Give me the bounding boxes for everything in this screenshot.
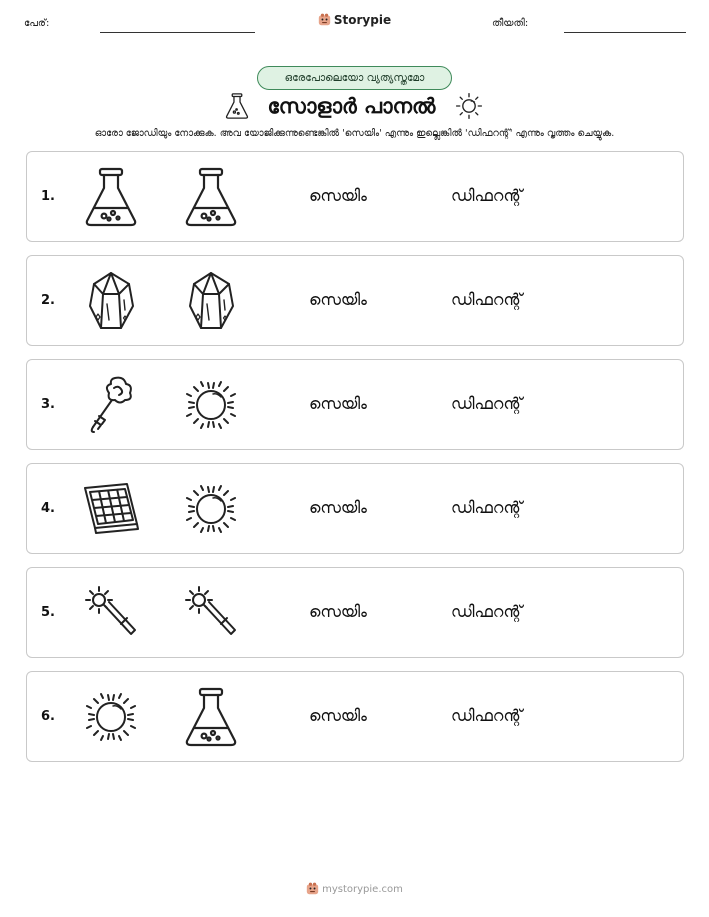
flask-icon [181,686,241,748]
item-card [26,567,684,658]
magic-wand-icon [81,582,141,644]
sun-icon [453,90,485,122]
different-option[interactable]: ഡിഫറന്റ് [451,498,523,517]
item-number: 4. [41,501,55,516]
flask-icon [181,166,241,228]
date-label: തീയതി: [492,18,529,29]
flask-icon [224,90,250,122]
item-card [26,151,684,242]
flask-icon [81,166,141,228]
footer-url: mystorypie.com [322,884,403,895]
name-field[interactable] [100,32,255,33]
brand-name: Storypie [333,13,392,27]
different-option[interactable]: ഡിഫറന്റ് [451,186,523,205]
storypie-logo-icon [306,882,319,895]
footer [0,882,709,895]
item-card [26,359,684,450]
key-icon [81,374,141,436]
same-option[interactable]: സെയിം [309,498,367,517]
same-option[interactable]: സെയിം [309,290,367,309]
item-number: 2. [41,293,55,308]
same-option[interactable]: സെയിം [309,394,367,413]
storypie-logo-icon [318,13,331,26]
item-number: 3. [41,397,55,412]
date-field[interactable] [564,32,686,33]
item-number: 1. [41,189,55,204]
sun-icon [181,374,241,436]
item-card [26,463,684,554]
item-number: 6. [41,709,55,724]
different-option[interactable]: ഡിഫറന്റ് [451,602,523,621]
different-option[interactable]: ഡിഫറന്റ് [451,394,523,413]
solar-panel-icon [81,478,141,540]
title-row [0,90,709,124]
sun-icon [181,478,241,540]
instruction-text: ഓരോ ജോഡിയും നോക്കുക. അവ യോജിക്കുന്നുണ്ടെങ്കിൽ 'സെയിം' എന്നും ഇല്ലെങ്കിൽ 'ഡിഫറന്റ്' എന്നും വൃത്തം ചെയ്യുക. [94,128,615,139]
crystal-icon [181,270,241,332]
different-option[interactable]: ഡിഫറന്റ് [451,706,523,725]
item-number: 5. [41,605,55,620]
crystal-icon [81,270,141,332]
same-option[interactable]: സെയിം [309,602,367,621]
item-card [26,671,684,762]
same-option[interactable]: സെയിം [309,186,367,205]
sun-icon [81,686,141,748]
magic-wand-icon [181,582,241,644]
name-label: പേര്: [24,18,50,29]
item-card [26,255,684,346]
page-title: സോളാർ പാനൽ [267,93,436,118]
brand [0,13,709,27]
worksheet-tag: ഒരേപോലെയോ വ്യത്യസ്തമോ [257,66,452,90]
different-option[interactable]: ഡിഫറന്റ് [451,290,523,309]
same-option[interactable]: സെയിം [309,706,367,725]
